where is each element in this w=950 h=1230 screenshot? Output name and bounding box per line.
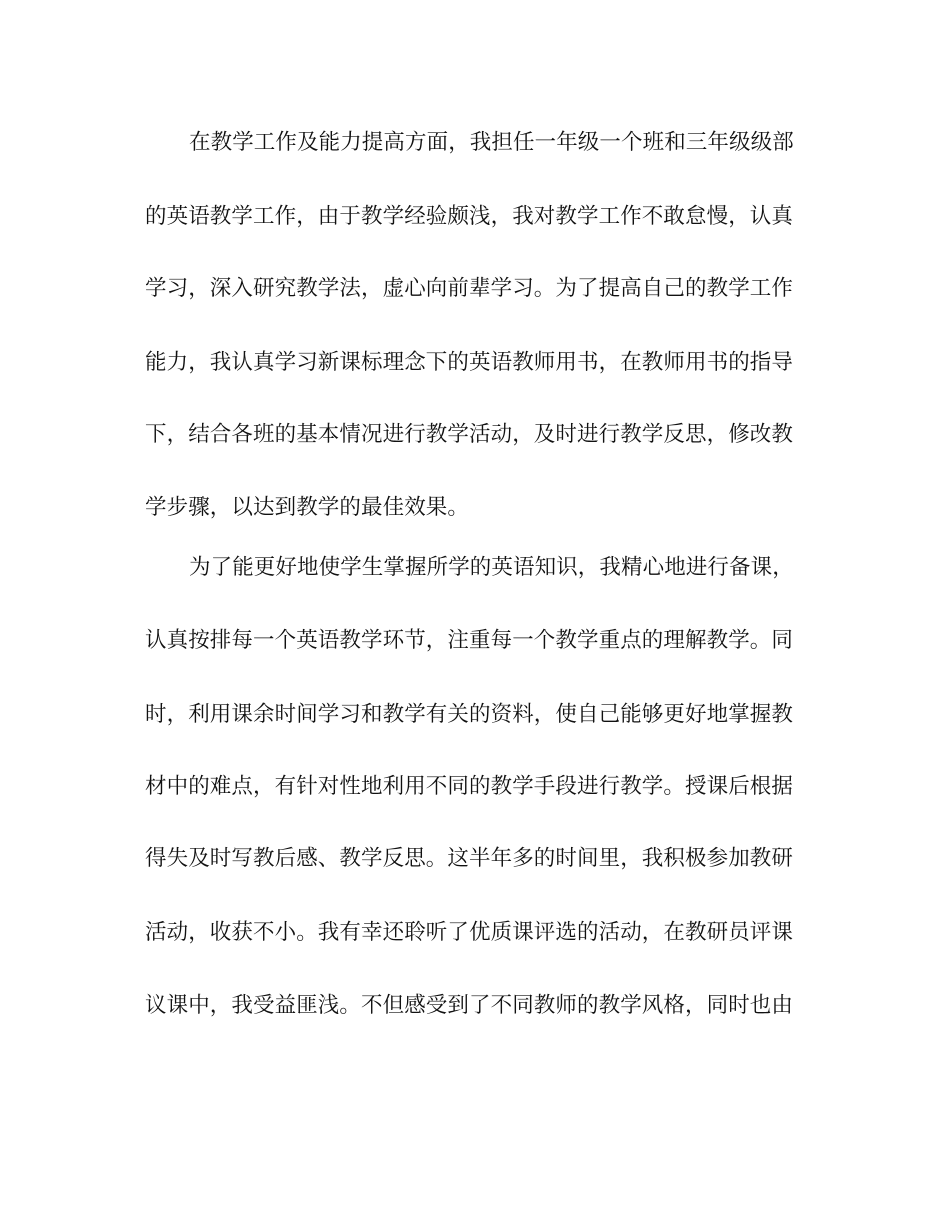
paragraph-2-line-6: 活动，收获不小。我有幸还聆听了优质课评选的活动，在教研员评课 <box>145 920 794 945</box>
paragraph-2-line-4: 材中的难点，有针对性地利用不同的教学手段进行教学。授课后根据 <box>145 774 794 799</box>
paragraph-1-line-1: 在教学工作及能力提高方面，我担任一年级一个班和三年级级部 <box>189 130 794 155</box>
paragraph-2-line-2: 认真按排每一个英语教学环节，注重每一个教学重点的理解教学。同 <box>145 628 794 653</box>
paragraph-1-line-3: 学习，深入研究教学法，虚心向前辈学习。为了提高自己的教学工作 <box>145 276 794 301</box>
paragraph-2-line-3: 时，利用课余时间学习和教学有关的资料，使自己能够更好地掌握教 <box>145 702 794 727</box>
paragraph-1-line-4: 能力，我认真学习新课标理念下的英语教师用书，在教师用书的指导 <box>145 350 794 375</box>
paragraph-2-line-5: 得失及时写教后感、教学反思。这半年多的时间里，我积极参加教研 <box>145 846 794 871</box>
paragraph-2-line-7: 议课中，我受益匪浅。不但感受到了不同教师的教学风格，同时也由 <box>145 993 794 1018</box>
paragraph-2-line-1: 为了能更好地使学生掌握所学的英语知识，我精心地进行备课， <box>189 555 794 580</box>
paragraph-1-line-6: 学步骤，以达到教学的最佳效果。 <box>145 495 470 520</box>
paragraph-1-line-2: 的英语教学工作，由于教学经验颇浅，我对教学工作不敢怠慢，认真 <box>145 204 794 229</box>
paragraph-1-line-5: 下，结合各班的基本情况进行教学活动，及时进行教学反思，修改教 <box>145 422 794 447</box>
